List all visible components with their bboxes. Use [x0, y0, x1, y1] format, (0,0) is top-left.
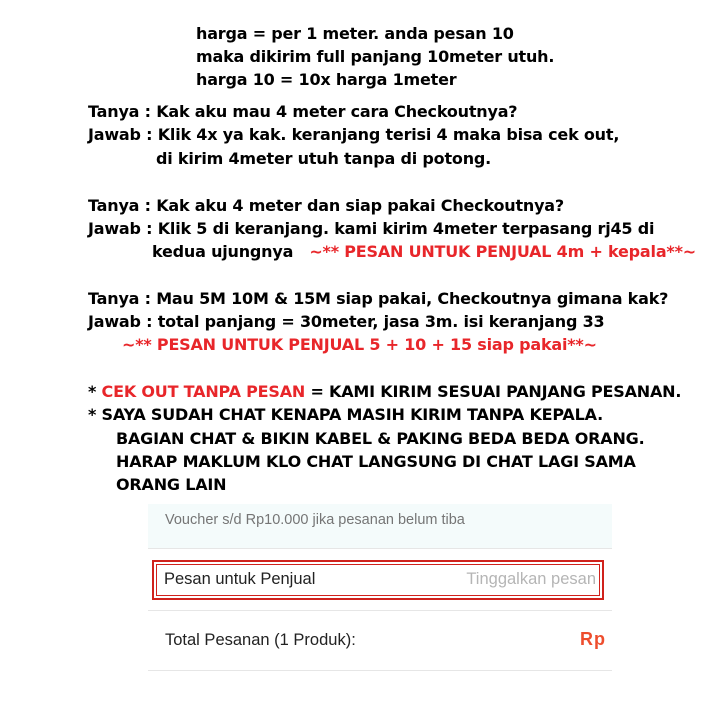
- qa2-answer-line-1: Jawab : Klik 5 di keranjang. kami kirim 4meter terpasang rj45 di: [88, 219, 655, 238]
- voucher-text: Voucher s/d Rp10.000 jika pesanan belum tiba: [165, 512, 465, 528]
- qa1-answer-line-1: Jawab : Klik 4x ya kak. keranjang terisi 4 maka bisa cek out,: [88, 125, 620, 144]
- qa2-question: Tanya : Kak aku 4 meter dan siap pakai Checkoutnya?: [88, 196, 564, 215]
- note-2: * SAYA SUDAH CHAT KENAPA MASIH KIRIM TANPA KEPALA.: [88, 405, 603, 424]
- qa1-answer-line-2: di kirim 4meter utuh tanpa di potong.: [156, 149, 492, 168]
- order-total-value: Rp: [580, 629, 606, 649]
- note-2-line-2: HARAP MAKLUM KLO CHAT LANGSUNG DI CHAT LAGI SAMA: [116, 452, 636, 471]
- qa2-answer-line-2: [152, 242, 696, 262]
- intro-line-1: harga = per 1 meter. anda pesan 10: [196, 24, 514, 43]
- qa2-seller-note: ~** PESAN UNTUK PENJUAL 4m + kepala**~: [309, 242, 696, 261]
- seller-message-label: Pesan untuk Penjual: [164, 570, 316, 588]
- note-2-line-1: BAGIAN CHAT & BIKIN KABEL & PAKING BEDA BEDA ORANG.: [116, 429, 645, 448]
- qa1-question: Tanya : Kak aku mau 4 meter cara Checkoutnya?: [88, 102, 518, 121]
- note-1-text: = KAMI KIRIM SESUAI PANJANG PESANAN.: [305, 382, 682, 401]
- qa2-answer-text: kedua ujungnya: [152, 242, 294, 261]
- note-1: [88, 382, 681, 402]
- checkout-panel: [148, 504, 612, 674]
- intro-line-3: harga 10 = 10x harga 1meter: [196, 70, 457, 89]
- intro-line-2: maka dikirim full panjang 10meter utuh.: [196, 47, 555, 66]
- seller-message-input[interactable]: [426, 567, 596, 591]
- qa3-question: Tanya : Mau 5M 10M & 15M siap pakai, Checkoutnya gimana kak?: [88, 289, 669, 308]
- voucher-row[interactable]: [148, 504, 612, 549]
- order-total-label: Total Pesanan (1 Produk):: [165, 631, 356, 649]
- divider-bottom: [148, 670, 612, 671]
- divider: [148, 610, 612, 611]
- note-2-line-3: ORANG LAIN: [116, 475, 227, 494]
- seller-message-row[interactable]: [152, 560, 604, 600]
- qa3-seller-note: ~** PESAN UNTUK PENJUAL 5 + 10 + 15 siap pakai**~: [122, 335, 597, 354]
- qa3-answer-line-1: Jawab : total panjang = 30meter, jasa 3m. isi keranjang 33: [88, 312, 605, 331]
- note-1-bullet: *: [88, 382, 102, 401]
- note-1-highlight: CEK OUT TANPA PESAN: [101, 382, 306, 401]
